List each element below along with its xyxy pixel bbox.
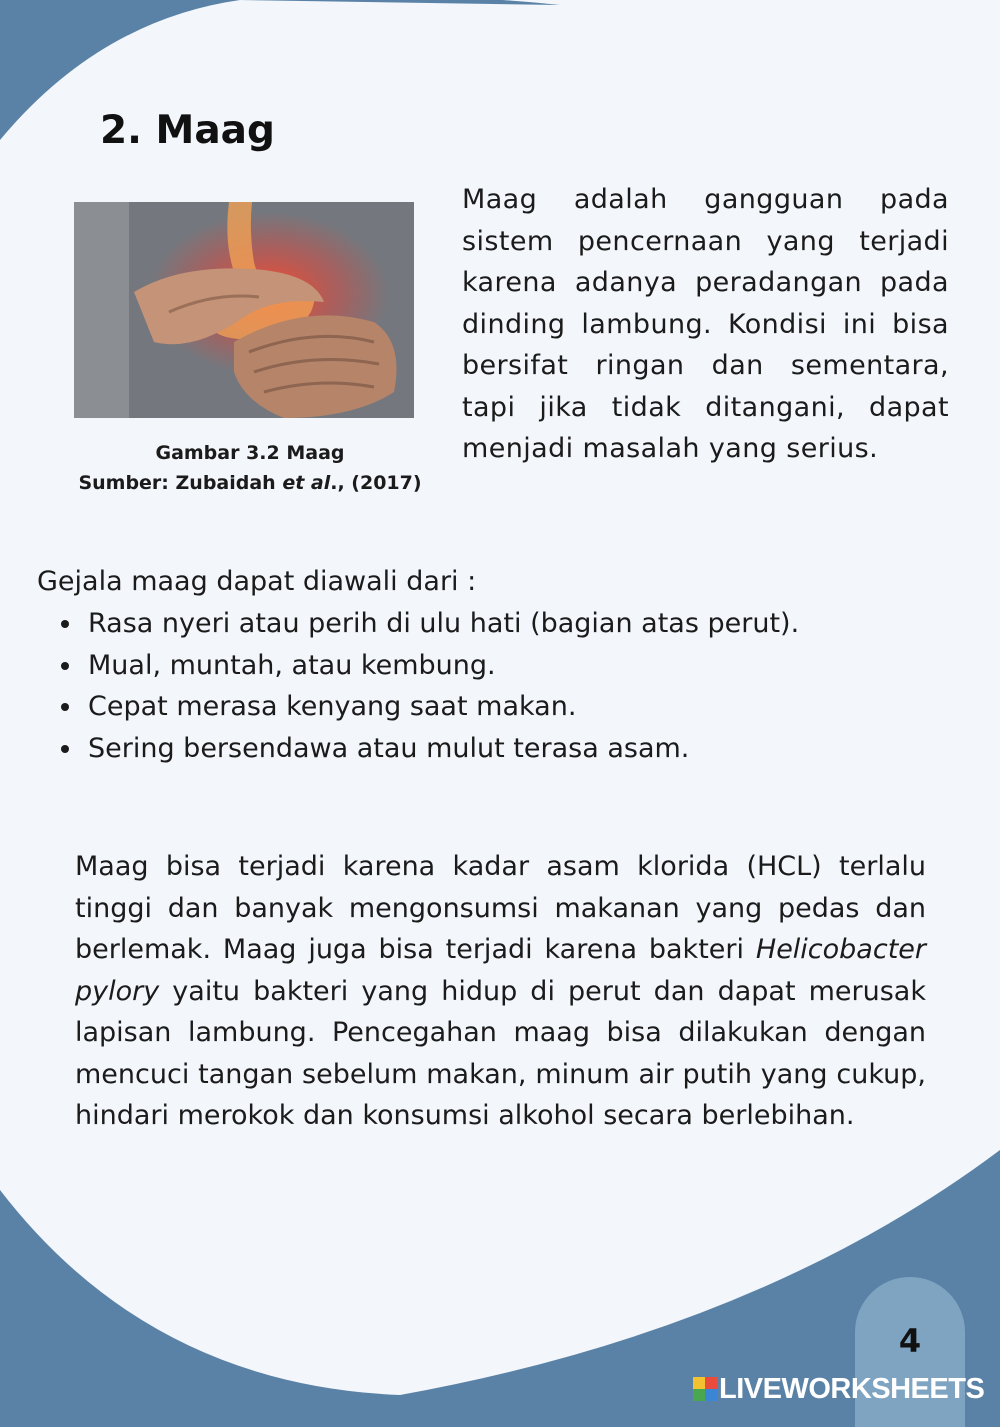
caption-title: Gambar 3.2 Maag: [155, 442, 345, 464]
symptoms-heading: Gejala maag dapat diawali dari :: [37, 566, 477, 597]
list-item: Rasa nyeri atau perih di ulu hati (bagian atas perut).: [88, 603, 836, 645]
figure-caption: [60, 438, 440, 498]
body-text-part2: yaitu bakteri yang hidup di perut dan dapat merusak lapisan lambung. Pencegahan maag bisa dilakukan dengan mencuci tangan sebelum makan, minum air putih yang cukup, hindari merokok dan konsumsi alkohol secara berlebihan.: [75, 975, 926, 1131]
cause-prevention-paragraph: [75, 846, 926, 1137]
body-text-part1: Maag bisa terjadi karena kadar asam klorida (HCL) terlalu tinggi dan banyak mengonsumsi makanan yang pedas dan berlemak. Maag juga bisa terjadi karena bakteri: [75, 851, 926, 965]
symptoms-list: [88, 603, 836, 769]
page-title: 2. Maag: [100, 108, 275, 153]
caption-source: [60, 468, 440, 498]
intro-paragraph: Maag adalah gangguan pada sistem pencernaan yang terjadi karena adanya peradangan pada dinding lambung. Kondisi ini bisa bersifat ringan dan sementara, tapi jika tidak ditangani, dapat menjadi masalah yang serius.: [462, 184, 949, 464]
list-item: Mual, muntah, atau kembung.: [88, 645, 836, 687]
caption-source-suffix: ., (2017): [330, 472, 422, 494]
liveworksheets-logo-icon: [693, 1377, 717, 1401]
liveworksheets-watermark: [693, 1374, 984, 1404]
list-item: Cepat merasa kenyang saat makan.: [88, 686, 836, 728]
caption-source-prefix: Sumber: Zubaidah: [78, 472, 283, 494]
caption-source-italic: et al: [282, 472, 331, 494]
list-item: Sering bersendawa atau mulut terasa asam.: [88, 728, 836, 770]
watermark-text: LIVEWORKSHEETS: [719, 1372, 985, 1405]
bacteria-name: Helicobacter pylory: [75, 934, 926, 1007]
stomach-pain-photo: [74, 202, 414, 418]
page-number: 4: [898, 1322, 922, 1360]
